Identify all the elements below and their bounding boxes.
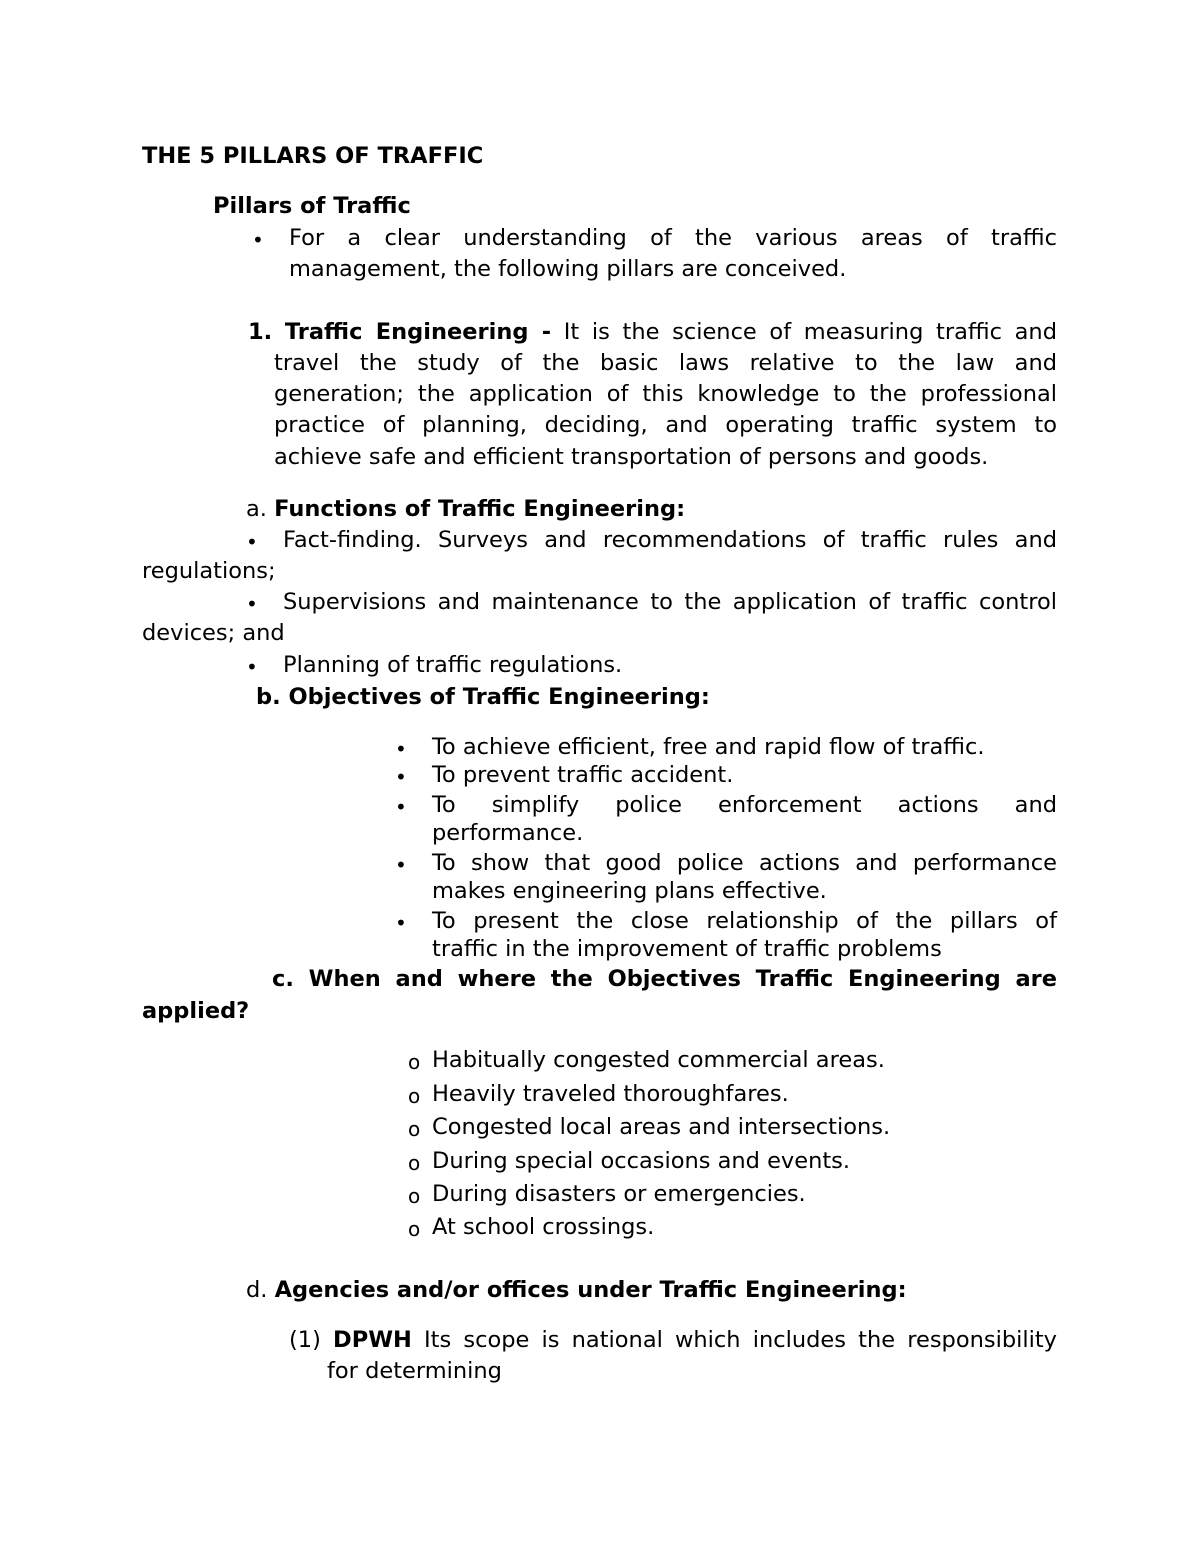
- intro-line-2: management, the following pillars are conceived.: [289, 256, 847, 282]
- section1-line-5: achieve safe and efficient transportation of persons and goods.: [274, 444, 989, 470]
- agencies-item1-line1: [289, 1327, 1057, 1353]
- circle-bullet-icon: o: [408, 1050, 421, 1074]
- objectives-item2: To prevent traffic accident.: [432, 762, 734, 788]
- circle-bullet-icon: o: [408, 1151, 421, 1175]
- when-where-item: Habitually congested commercial areas.: [432, 1047, 885, 1073]
- when-where-item: During special occasions and events.: [432, 1148, 851, 1174]
- functions-heading: [246, 496, 685, 522]
- functions-label: a.: [246, 496, 267, 522]
- objectives-item5-line1: To present the close relationship of the pillars of: [432, 908, 1057, 934]
- when-where-item: During disasters or emergencies.: [432, 1181, 806, 1207]
- functions-item1-line2: regulations;: [142, 558, 276, 584]
- functions-item2-line1: Supervisions and maintenance to the application of traffic control: [283, 589, 1057, 615]
- circle-bullet-icon: o: [408, 1084, 421, 1108]
- bullet-icon: •: [252, 228, 264, 252]
- objectives-item1: To achieve efficient, free and rapid flow of traffic.: [432, 734, 985, 760]
- bullet-icon: •: [246, 530, 258, 554]
- intro-line-1: For a clear understanding of the various areas of traffic: [289, 225, 1057, 251]
- section1-line-4: practice of planning, deciding, and operating traffic system to: [274, 412, 1057, 438]
- agencies-heading: [246, 1277, 907, 1303]
- section1-number: 1.: [248, 319, 273, 345]
- circle-bullet-icon: o: [408, 1117, 421, 1141]
- objectives-item5-line2: traffic in the improvement of traffic problems: [432, 936, 942, 962]
- section1-term: Traffic Engineering -: [284, 319, 552, 345]
- bullet-icon: •: [395, 853, 407, 877]
- functions-item1-line1: Fact-finding. Surveys and recommendations of traffic rules and: [283, 527, 1057, 553]
- bullet-icon: •: [395, 911, 407, 935]
- when-where-heading-line1: c. When and where the Objectives Traffic Engineering are: [272, 966, 1057, 992]
- pillars-heading: Pillars of Traffic: [213, 193, 411, 219]
- objectives-item4-line2: makes engineering plans effective.: [432, 878, 827, 904]
- agencies-item1-agency: DPWH: [333, 1327, 412, 1353]
- bullet-icon: •: [395, 765, 407, 789]
- objectives-item4-line1: To show that good police actions and performance: [432, 850, 1057, 876]
- agencies-item1-number: (1): [289, 1327, 321, 1353]
- circle-bullet-icon: o: [408, 1184, 421, 1208]
- functions-title: Functions of Traffic Engineering:: [274, 496, 686, 522]
- functions-item2-line2: devices; and: [142, 620, 285, 646]
- when-where-heading-line2: applied?: [142, 998, 250, 1024]
- when-where-item: Congested local areas and intersections.: [432, 1114, 891, 1140]
- objectives-heading: b. Objectives of Traffic Engineering:: [256, 684, 710, 710]
- objectives-item3-line1: To simplify police enforcement actions and: [432, 792, 1057, 818]
- section1-line1-text: It is the science of measuring traffic and: [563, 319, 1057, 345]
- when-where-item: Heavily traveled thoroughfares.: [432, 1081, 789, 1107]
- bullet-icon: •: [395, 795, 407, 819]
- bullet-icon: •: [395, 737, 407, 761]
- agencies-item1-text: Its scope is national which includes the responsibility: [424, 1327, 1057, 1353]
- document-title: THE 5 PILLARS OF TRAFFIC: [142, 143, 484, 169]
- agencies-title: Agencies and/or offices under Traffic Engineering:: [274, 1277, 907, 1303]
- bullet-icon: •: [246, 655, 258, 679]
- section1-line-3: generation; the application of this knowledge to the professional: [274, 381, 1057, 407]
- circle-bullet-icon: o: [408, 1217, 421, 1241]
- when-where-item: At school crossings.: [432, 1214, 655, 1240]
- functions-item3: Planning of traffic regulations.: [283, 652, 623, 678]
- section1-line-1: [248, 319, 1057, 345]
- agencies-label: d.: [246, 1277, 268, 1303]
- section1-line-2: travel the study of the basic laws relative to the law and: [274, 350, 1057, 376]
- objectives-item3-line2: performance.: [432, 820, 584, 846]
- agencies-item1-line2: for determining: [327, 1358, 502, 1384]
- bullet-icon: •: [246, 592, 258, 616]
